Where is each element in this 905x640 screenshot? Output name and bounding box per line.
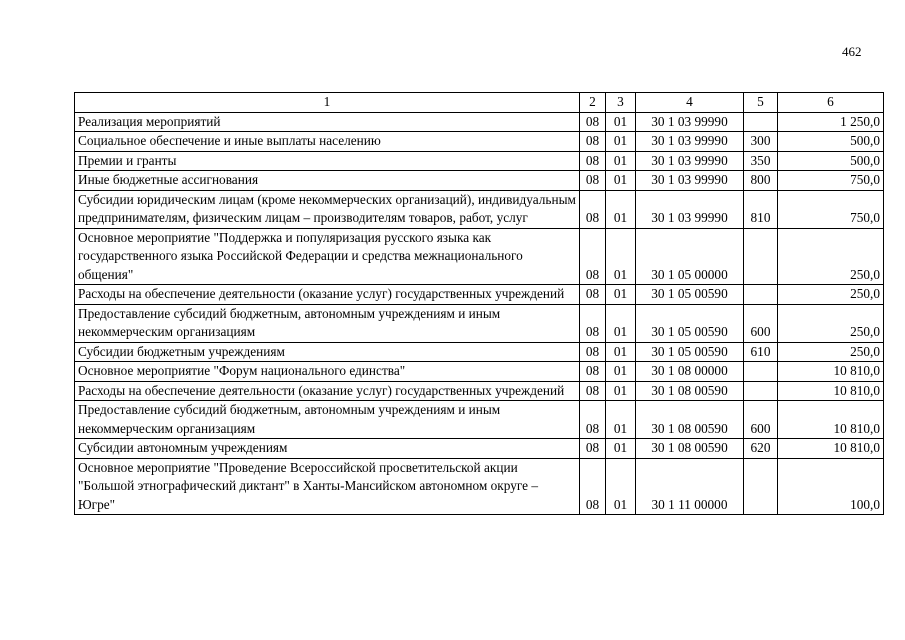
row-subsection-cell: 01 — [606, 112, 636, 132]
row-expense-type-cell: 600 — [744, 401, 778, 439]
row-expense-type-cell — [744, 285, 778, 305]
table-body — [75, 112, 884, 515]
header-cell-subsection: 3 — [606, 93, 636, 113]
row-expense-type-cell — [744, 112, 778, 132]
budget-table — [74, 92, 884, 515]
row-section-cell: 08 — [580, 132, 606, 152]
row-amount-cell: 250,0 — [778, 228, 884, 285]
row-name-cell: Субсидии бюджетным учреждениям — [75, 342, 580, 362]
row-target-code-cell: 30 1 05 00590 — [636, 342, 744, 362]
table-row — [75, 458, 884, 515]
row-target-code-cell: 30 1 03 99990 — [636, 132, 744, 152]
row-subsection-cell: 01 — [606, 401, 636, 439]
row-target-code-cell: 30 1 08 00590 — [636, 401, 744, 439]
row-subsection-cell: 01 — [606, 381, 636, 401]
row-name-cell: Расходы на обеспечение деятельности (оказание услуг) государственных учреждений — [75, 381, 580, 401]
row-amount-cell: 10 810,0 — [778, 381, 884, 401]
table-row — [75, 285, 884, 305]
table-row — [75, 228, 884, 285]
row-section-cell: 08 — [580, 228, 606, 285]
row-name-cell: Социальное обеспечение и иные выплаты населению — [75, 132, 580, 152]
row-section-cell: 08 — [580, 362, 606, 382]
table-header-row — [75, 93, 884, 113]
row-name-cell: Премии и гранты — [75, 151, 580, 171]
row-section-cell: 08 — [580, 401, 606, 439]
table-row — [75, 112, 884, 132]
header-cell-section: 2 — [580, 93, 606, 113]
row-name-cell: Реализация мероприятий — [75, 112, 580, 132]
row-expense-type-cell: 300 — [744, 132, 778, 152]
row-target-code-cell: 30 1 08 00590 — [636, 381, 744, 401]
table-row — [75, 190, 884, 228]
row-name-cell: Предоставление субсидий бюджетным, автономным учреждениям и иным некоммерческим организациям — [75, 401, 580, 439]
row-subsection-cell: 01 — [606, 228, 636, 285]
row-name-cell: Иные бюджетные ассигнования — [75, 171, 580, 191]
row-amount-cell: 500,0 — [778, 132, 884, 152]
row-amount-cell: 750,0 — [778, 171, 884, 191]
table-row — [75, 151, 884, 171]
row-name-cell: Основное мероприятие "Форум национального единства" — [75, 362, 580, 382]
row-subsection-cell: 01 — [606, 190, 636, 228]
header-cell-amount: 6 — [778, 93, 884, 113]
table-row — [75, 362, 884, 382]
row-target-code-cell: 30 1 08 00590 — [636, 439, 744, 459]
row-expense-type-cell — [744, 228, 778, 285]
row-section-cell: 08 — [580, 439, 606, 459]
row-section-cell: 08 — [580, 190, 606, 228]
row-subsection-cell: 01 — [606, 304, 636, 342]
row-section-cell: 08 — [580, 458, 606, 515]
row-expense-type-cell: 800 — [744, 171, 778, 191]
row-expense-type-cell: 620 — [744, 439, 778, 459]
row-amount-cell: 10 810,0 — [778, 362, 884, 382]
header-cell-name: 1 — [75, 93, 580, 113]
row-amount-cell: 250,0 — [778, 285, 884, 305]
row-target-code-cell: 30 1 03 99990 — [636, 171, 744, 191]
row-subsection-cell: 01 — [606, 151, 636, 171]
table-row — [75, 342, 884, 362]
row-target-code-cell: 30 1 03 99990 — [636, 151, 744, 171]
row-subsection-cell: 01 — [606, 342, 636, 362]
page-number: 462 — [842, 44, 862, 59]
row-expense-type-cell: 350 — [744, 151, 778, 171]
row-amount-cell: 750,0 — [778, 190, 884, 228]
header-cell-expense-type: 5 — [744, 93, 778, 113]
row-name-cell: Субсидии юридическим лицам (кроме некоммерческих организаций), индивидуальным предпринимателям, физическим лицам – производителям товаров, работ, услуг — [75, 190, 580, 228]
row-expense-type-cell: 810 — [744, 190, 778, 228]
table-row — [75, 132, 884, 152]
row-amount-cell: 1 250,0 — [778, 112, 884, 132]
row-subsection-cell: 01 — [606, 285, 636, 305]
row-section-cell: 08 — [580, 304, 606, 342]
row-section-cell: 08 — [580, 381, 606, 401]
table-row — [75, 304, 884, 342]
row-amount-cell: 10 810,0 — [778, 439, 884, 459]
row-section-cell: 08 — [580, 285, 606, 305]
row-subsection-cell: 01 — [606, 132, 636, 152]
row-section-cell: 08 — [580, 112, 606, 132]
row-target-code-cell: 30 1 11 00000 — [636, 458, 744, 515]
header-cell-target-code: 4 — [636, 93, 744, 113]
row-amount-cell: 100,0 — [778, 458, 884, 515]
row-expense-type-cell: 610 — [744, 342, 778, 362]
row-target-code-cell: 30 1 05 00590 — [636, 304, 744, 342]
row-name-cell: Основное мероприятие "Поддержка и популяризация русского языка как государственного языка Российской Федерации и средства межнационального общения" — [75, 228, 580, 285]
row-target-code-cell: 30 1 03 99990 — [636, 112, 744, 132]
row-expense-type-cell — [744, 362, 778, 382]
row-subsection-cell: 01 — [606, 362, 636, 382]
table-row — [75, 401, 884, 439]
row-subsection-cell: 01 — [606, 171, 636, 191]
row-amount-cell: 250,0 — [778, 304, 884, 342]
row-target-code-cell: 30 1 05 00000 — [636, 228, 744, 285]
row-section-cell: 08 — [580, 342, 606, 362]
row-subsection-cell: 01 — [606, 439, 636, 459]
row-section-cell: 08 — [580, 171, 606, 191]
table-row — [75, 381, 884, 401]
table-row — [75, 171, 884, 191]
row-expense-type-cell — [744, 458, 778, 515]
row-name-cell: Расходы на обеспечение деятельности (оказание услуг) государственных учреждений — [75, 285, 580, 305]
row-subsection-cell: 01 — [606, 458, 636, 515]
row-name-cell: Субсидии автономным учреждениям — [75, 439, 580, 459]
row-amount-cell: 250,0 — [778, 342, 884, 362]
row-target-code-cell: 30 1 08 00000 — [636, 362, 744, 382]
table-row — [75, 439, 884, 459]
row-amount-cell: 500,0 — [778, 151, 884, 171]
row-expense-type-cell — [744, 381, 778, 401]
row-amount-cell: 10 810,0 — [778, 401, 884, 439]
row-name-cell: Основное мероприятие "Проведение Всероссийской просветительской акции "Большой этнографический диктант" в Ханты-Мансийском автономном округе – Югре" — [75, 458, 580, 515]
row-name-cell: Предоставление субсидий бюджетным, автономным учреждениям и иным некоммерческим организациям — [75, 304, 580, 342]
row-target-code-cell: 30 1 03 99990 — [636, 190, 744, 228]
row-section-cell: 08 — [580, 151, 606, 171]
row-target-code-cell: 30 1 05 00590 — [636, 285, 744, 305]
row-expense-type-cell: 600 — [744, 304, 778, 342]
